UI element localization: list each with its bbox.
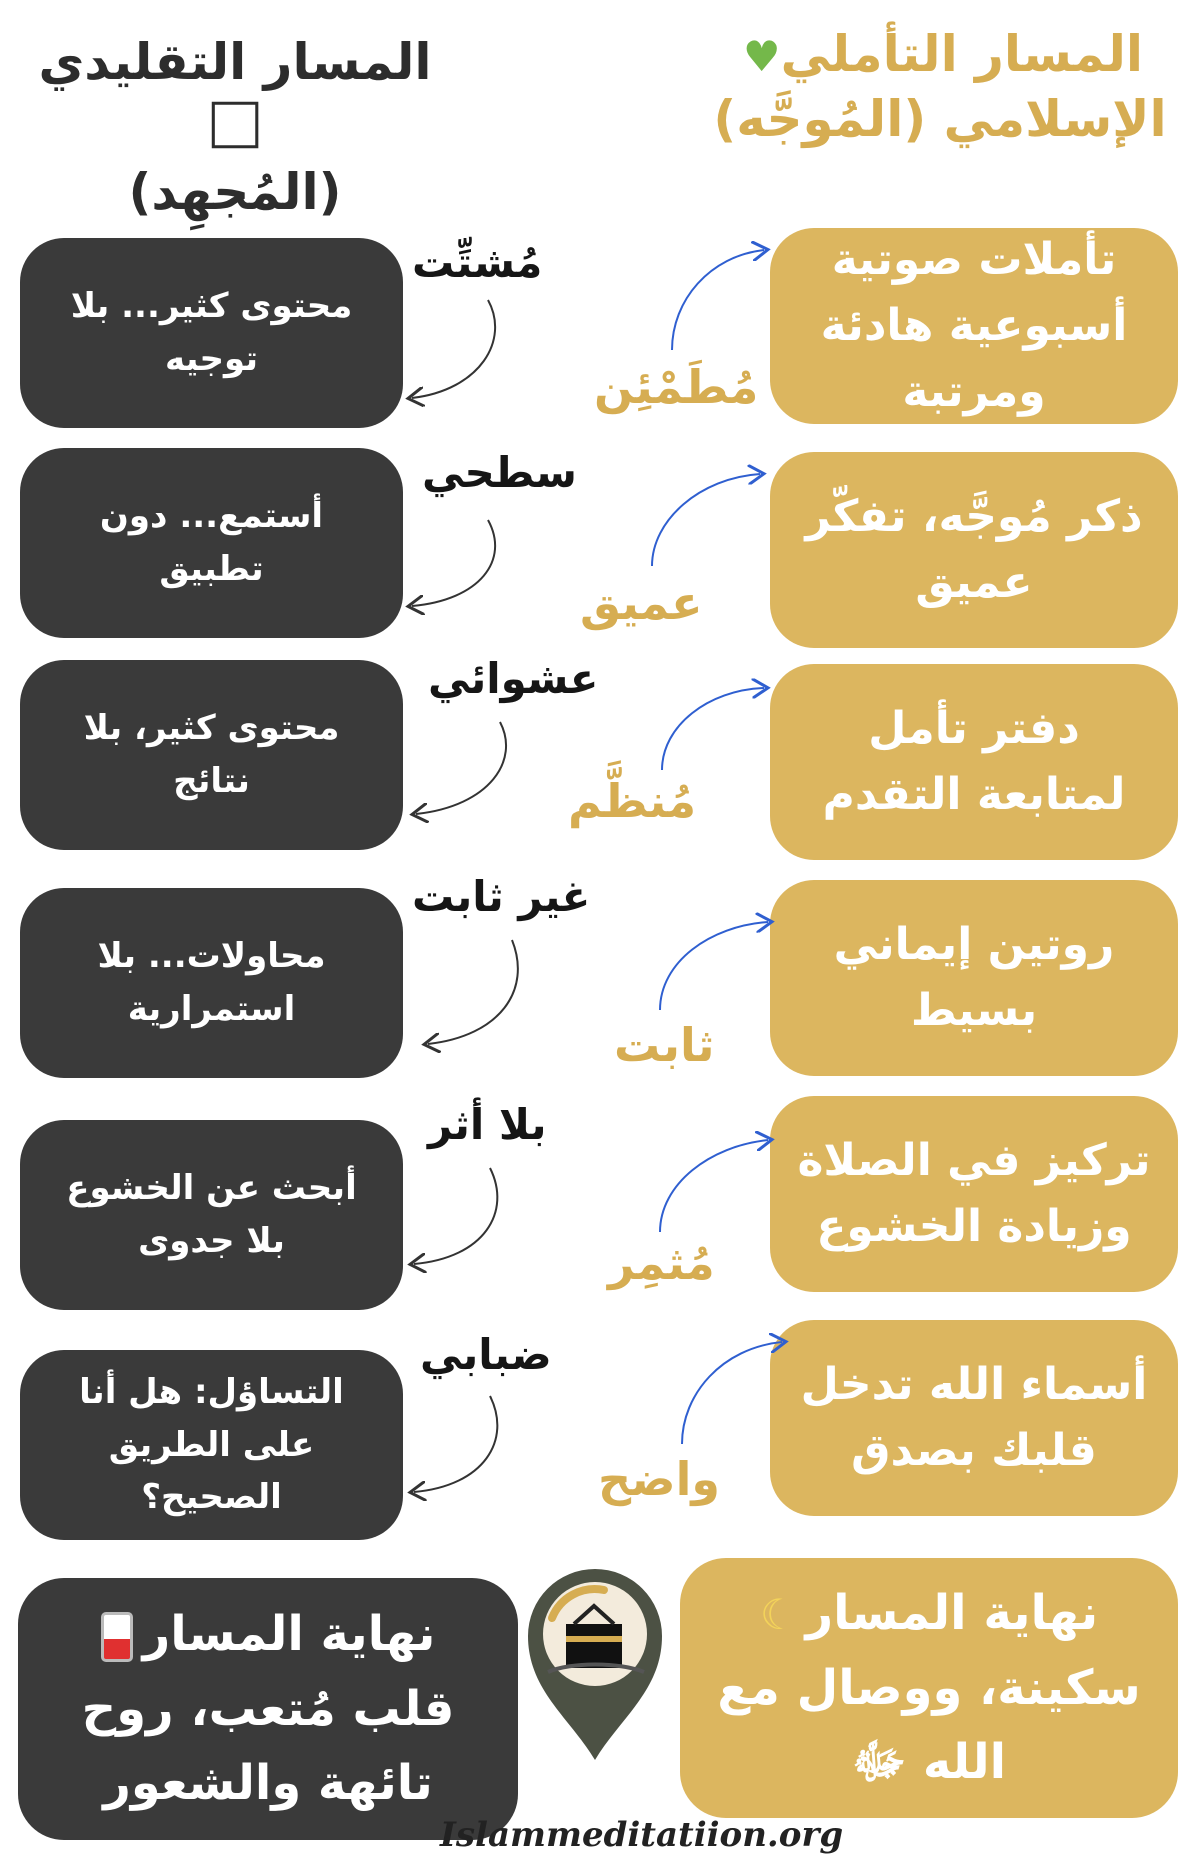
meditative-step-1-text: تأملات صوتية أسبوعية هادئة ومرتبة [820,234,1128,417]
blue-arrow-6 [682,1342,782,1444]
traditional-header-line2: (المُجهِد) [128,163,342,221]
traditional-label-5: بلا أثر [428,1100,547,1149]
dark-arrow-1 [412,300,495,398]
traditional-end-line1: نهاية المسار [142,1606,436,1663]
meditative-label-5: مُثمِر [608,1236,715,1290]
dark-arrow-2 [412,520,495,606]
traditional-end-box [18,1578,518,1840]
blue-arrow-4 [660,922,768,1010]
meditative-step-2-text: ذكر مُوجَّه، تفكّر عميق [805,491,1143,608]
traditional-header-line1: المسار التقليدي [38,33,432,91]
kaaba-pin-icon [528,1569,662,1760]
traditional-step-2-text: أستمع... دون تطبيق [99,496,324,589]
traditional-step-6-text: التساؤل: هل أنا على الطريق الصحيح؟ [79,1371,344,1518]
meditative-end-line2: سكينة، ووصال مع [717,1659,1141,1716]
meditative-step-3-text: دفتر تأمل لمتابعة التقدم [822,703,1126,820]
meditative-end-line1: نهاية المسار [805,1585,1099,1642]
traditional-label-4: غير ثابت [412,872,591,921]
meditative-end-box [680,1558,1178,1818]
traditional-label-2: سطحي [422,448,577,497]
meditative-label-1: مُطَمْئِن [594,360,759,414]
green-heart-icon: ♥ [743,32,781,81]
traditional-label-6: ضبابي [420,1330,552,1379]
meditative-step-6-text: أسماء الله تدخل قلبك بصدق [800,1359,1148,1476]
traditional-label-1: مُشتِّت [412,238,543,287]
blue-arrow-3 [662,688,764,770]
dark-arrow-5 [414,1168,497,1264]
placeholder-glyph-icon: ⃞ [210,98,260,156]
blue-arrow-1 [672,250,764,350]
meditative-step-4-text: روتين إيماني بسيط [833,919,1115,1036]
meditative-label-3: مُنظَّم [568,774,697,828]
meditative-header-line1: المسار التأملي [780,25,1143,83]
meditative-step-5-text: تركيز في الصلاة وزيادة الخشوع [797,1135,1151,1252]
low-battery-icon [101,1612,133,1662]
traditional-end-line3: تائهة والشعور [103,1755,433,1812]
traditional-label-3: عشوائي [428,654,599,703]
meditative-label-2: عميق [580,576,703,630]
traditional-end-line2: قلب مُتعب، روح [81,1680,455,1737]
meditative-label-4: ثابت [614,1018,715,1072]
meditative-end-line3: الله ﷻ [851,1734,1007,1791]
traditional-step-4-text: محاولات... بلا استمرارية [97,936,326,1029]
meditative-header-line2: الإسلامي (المُوجَّه) [713,90,1167,148]
dark-arrow-3 [416,722,506,814]
traditional-step-3-text: محتوى كثير، بلا نتائج [83,708,340,801]
traditional-step-5-text: أبحث عن الخشوع بلا جدوى [66,1168,357,1261]
website-footer: Islammeditatiion.org [440,1815,844,1855]
meditative-label-6: واضح [598,1452,720,1506]
blue-arrow-5 [660,1140,768,1232]
blue-arrow-2 [652,474,760,566]
crescent-moon-icon: ☾ [759,1590,798,1640]
dark-arrow-6 [414,1396,497,1492]
traditional-step-1-text: محتوى كثير... بلا توجيه [70,286,353,379]
dark-arrow-4 [428,940,518,1044]
